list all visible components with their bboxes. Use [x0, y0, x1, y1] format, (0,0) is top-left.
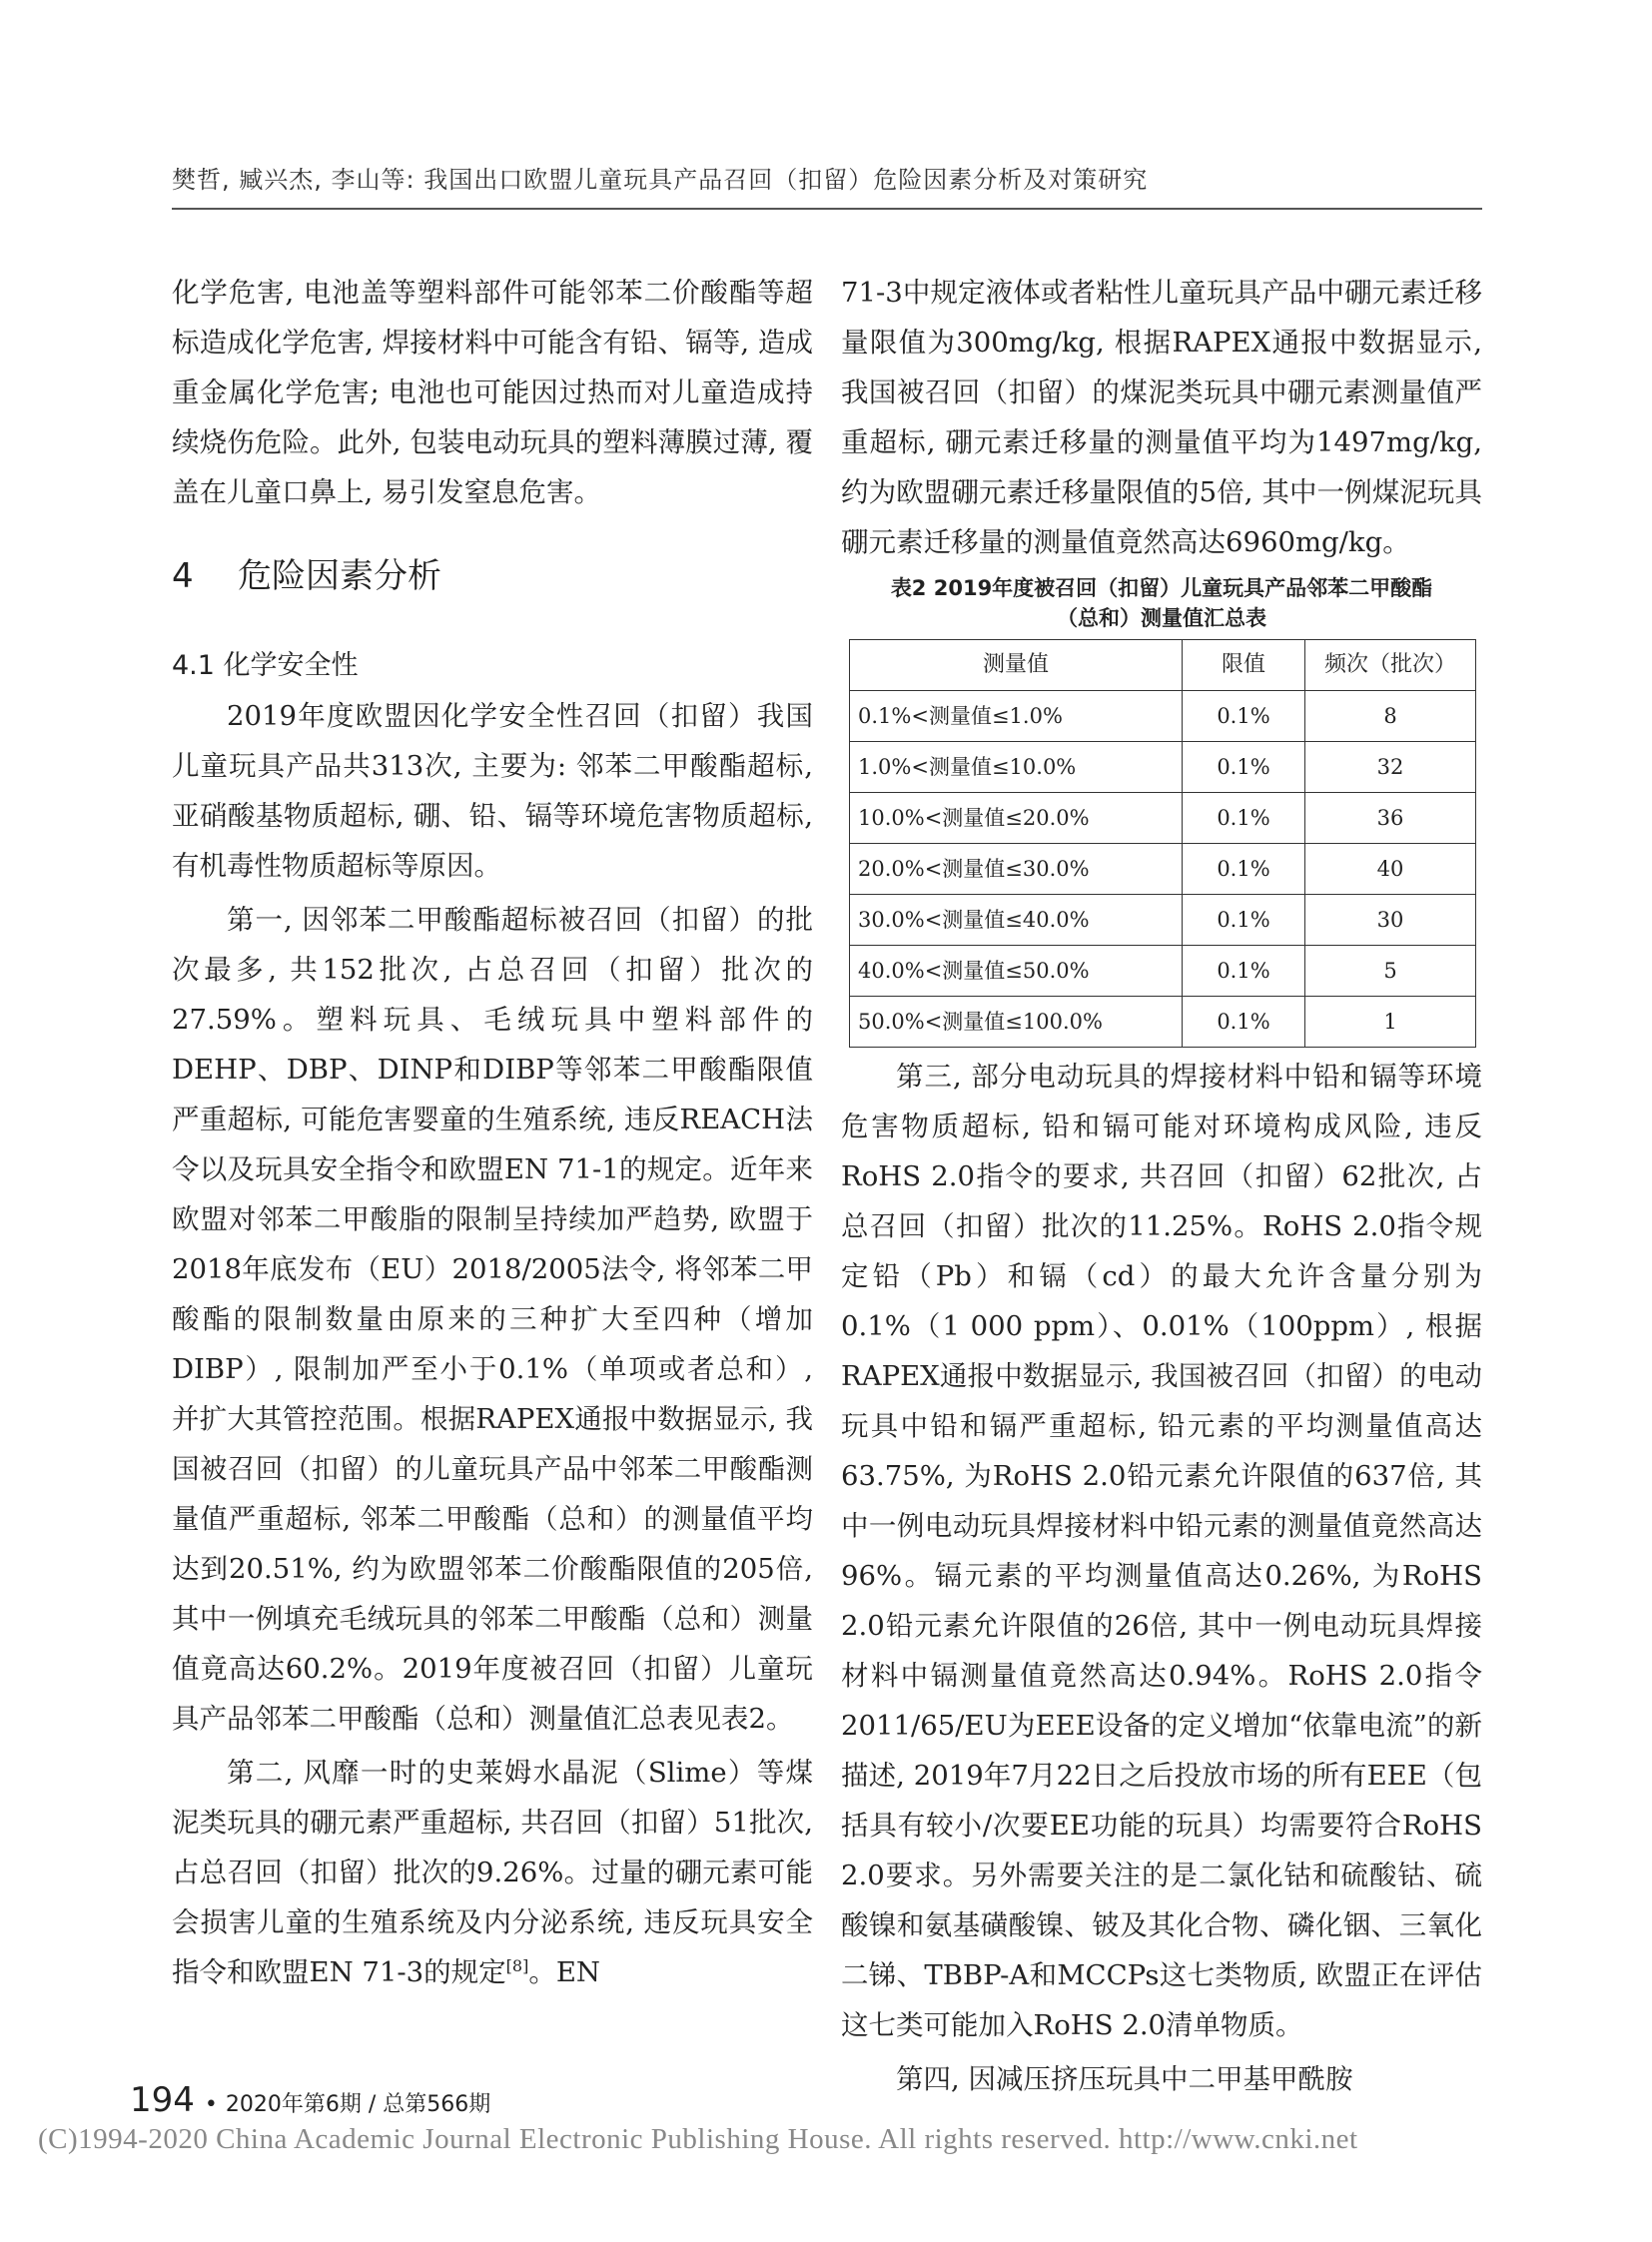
cell-count: 8	[1305, 691, 1476, 742]
copyright-line: (C)1994-2020 China Academic Journal Electronic Publishing House. All rights reserved. http://www.cnki.net	[38, 2123, 1358, 2155]
table-row	[850, 844, 1476, 895]
paragraph: 2019年度欧盟因化学安全性召回（扣留）我国儿童玩具产品共313次, 主要为: 邻苯二甲酸酯超标, 亚硝酸基物质超标, 硼、铅、镉等环境危害物质超标, 有机毒性物质超标等原因。	[172, 700, 813, 882]
column-header: 测量值	[850, 640, 1183, 691]
paragraph-text: 第二, 风靡一时的史莱姆水晶泥（Slime）等煤泥类玩具的硼元素严重超标, 共召回（扣留）51批次, 占总召回（扣留）批次的9.26%。过量的硼元素可能会损害儿童的生殖系统及内分泌系统, 违反玩具安全指令和欧盟EN 71-3的规定	[172, 1757, 813, 1988]
table-caption-line: （总和）测量值汇总表	[1057, 606, 1266, 630]
cell-range: 0.1%<测量值≤1.0%	[850, 691, 1183, 742]
cell-limit: 0.1%	[1183, 844, 1305, 895]
paragraph: 第三, 部分电动玩具的焊接材料中铅和镉等环境危害物质超标, 铅和镉可能对环境构成风险, 违反RoHS 2.0指令的要求, 共召回（扣留）62批次, 占总召回（扣留）批次的11.25%。RoHS 2.0指令规定铅（Pb）和镉（cd）的最大允许含量分别为0.1%（1 000 ppm）、0.01%（100ppm）, 根据RAPEX通报中数据显示, 我国被召回（扣留）的电动玩具中铅和镉严重超标, 铅元素的平均测量值高达63.75%, 为RoHS 2.0铅元素允许限值的637倍, 其中一例电动玩具焊接材料中铅元素的测量值竟然高达96%。镉元素的平均测量值高达0.26%, 为RoHS 2.0铅元素允许限值的26倍, 其中一例电动玩具焊接材料中镉测量值竟然高达0.94%。RoHS 2.0指令2011/65/EU为EEE设备的定义增加“依靠电流”的新描述, 2019年7月22日之后投放市场的所有EEE（包括具有较小/次要EE功能的玩具）均需要符合RoHS 2.0要求。另外需要关注的是二氯化钴和硫酸钴、硫酸镍和氨基磺酸镍、铍及其化合物、磷化铟、三氧化二锑、TBBP-A和MCCPs这七类物质, 欧盟正在评估这七类可能加入RoHS 2.0清单物质。	[841, 1061, 1482, 2041]
cell-count: 1	[1305, 997, 1476, 1048]
cell-limit: 0.1%	[1183, 895, 1305, 946]
paragraph: 第四, 因减压挤压玩具中二甲基甲酰胺	[896, 2063, 1353, 2095]
header-rule	[172, 208, 1482, 210]
paragraph	[172, 1748, 813, 1997]
table-row	[850, 691, 1476, 742]
cell-limit: 0.1%	[1183, 793, 1305, 844]
cell-count: 40	[1305, 844, 1476, 895]
table-caption-line: 表2 2019年度被召回（扣留）儿童玩具产品邻苯二甲酸酯	[890, 576, 1433, 600]
cell-count: 32	[1305, 742, 1476, 793]
cell-range: 30.0%<测量值≤40.0%	[850, 895, 1183, 946]
section-title: 危险因素分析	[238, 556, 441, 596]
cell-count: 5	[1305, 946, 1476, 997]
table-row	[850, 997, 1476, 1048]
subsection-heading: 4.1 化学安全性	[172, 650, 359, 681]
running-head: 樊哲, 臧兴杰, 李山等: 我国出口欧盟儿童玩具产品召回（扣留）危险因素分析及对策研究	[172, 166, 1149, 194]
section-heading	[172, 551, 813, 601]
cell-limit: 0.1%	[1183, 946, 1305, 997]
paragraph-text: 。EN	[528, 1956, 600, 1988]
cell-limit: 0.1%	[1183, 691, 1305, 742]
section-number: 4	[172, 556, 194, 596]
cell-count: 30	[1305, 895, 1476, 946]
table-row	[850, 946, 1476, 997]
table-caption	[841, 573, 1482, 633]
cell-range: 50.0%<测量值≤100.0%	[850, 997, 1183, 1048]
cell-range: 40.0%<测量值≤50.0%	[850, 946, 1183, 997]
cell-range: 1.0%<测量值≤10.0%	[850, 742, 1183, 793]
cell-range: 10.0%<测量值≤20.0%	[850, 793, 1183, 844]
table-2	[849, 639, 1476, 1048]
cell-count: 36	[1305, 793, 1476, 844]
page-footer	[130, 2080, 490, 2120]
column-header: 限值	[1183, 640, 1305, 691]
cell-limit: 0.1%	[1183, 742, 1305, 793]
bullet-icon: •	[204, 2092, 218, 2117]
table-row	[850, 895, 1476, 946]
left-column	[172, 268, 813, 1997]
column-header: 频次（批次）	[1305, 640, 1476, 691]
paragraph: 第一, 因邻苯二甲酸酯超标被召回（扣留）的批次最多, 共152批次, 占总召回（扣留）批次的27.59%。塑料玩具、毛绒玩具中塑料部件的DEHP、DBP、DINP和DIBP等邻苯二甲酸酯限值严重超标, 可能危害婴童的生殖系统, 违反REACH法令以及玩具安全指令和欧盟EN 71-1的规定。近年来欧盟对邻苯二甲酸脂的限制呈持续加严趋势, 欧盟于2018年底发布（EU）2018/2005法令, 将邻苯二甲酸酯的限制数量由原来的三种扩大至四种（增加DIBP）, 限制加严至小于0.1%（单项或者总和）, 并扩大其管控范围。根据RAPEX通报中数据显示, 我国被召回（扣留）的儿童玩具产品中邻苯二甲酸酯测量值严重超标, 邻苯二甲酸酯（总和）的测量值平均达到20.51%, 约为欧盟邻苯二价酸酯限值的205倍, 其中一例填充毛绒玩具的邻苯二甲酸酯（总和）测量值竟高达60.2%。2019年度被召回（扣留）儿童玩具产品邻苯二甲酸酯（总和）测量值汇总表见表2。	[172, 904, 813, 1735]
table-header-row	[850, 640, 1476, 691]
table-row	[850, 793, 1476, 844]
issue-info: 2020年第6期 / 总第566期	[225, 2092, 491, 2117]
page-number: 194	[130, 2080, 195, 2120]
table-row	[850, 742, 1476, 793]
paragraph: 71-3中规定液体或者粘性儿童玩具产品中硼元素迁移量限值为300mg/kg, 根据RAPEX通报中数据显示, 我国被召回（扣留）的煤泥类玩具中硼元素测量值严重超标, 硼元素迁移量的测量值平均为1497mg/kg, 约为欧盟硼元素迁移量限值的5倍, 其中一例煤泥玩具硼元素迁移量的测量值竟然高达6960mg/kg。	[841, 277, 1482, 558]
right-column	[841, 268, 1482, 2104]
cell-range: 20.0%<测量值≤30.0%	[850, 844, 1183, 895]
cell-limit: 0.1%	[1183, 997, 1305, 1048]
paragraph: 化学危害, 电池盖等塑料部件可能邻苯二价酸酯等超标造成化学危害, 焊接材料中可能含有铅、镉等, 造成重金属化学危害; 电池也可能因过热而对儿童造成持续烧伤危险。此外, 包装电动玩具的塑料薄膜过薄, 覆盖在儿童口鼻上, 易引发窒息危害。	[172, 277, 813, 508]
citation-ref[interactable]: [8]	[505, 1955, 529, 1975]
